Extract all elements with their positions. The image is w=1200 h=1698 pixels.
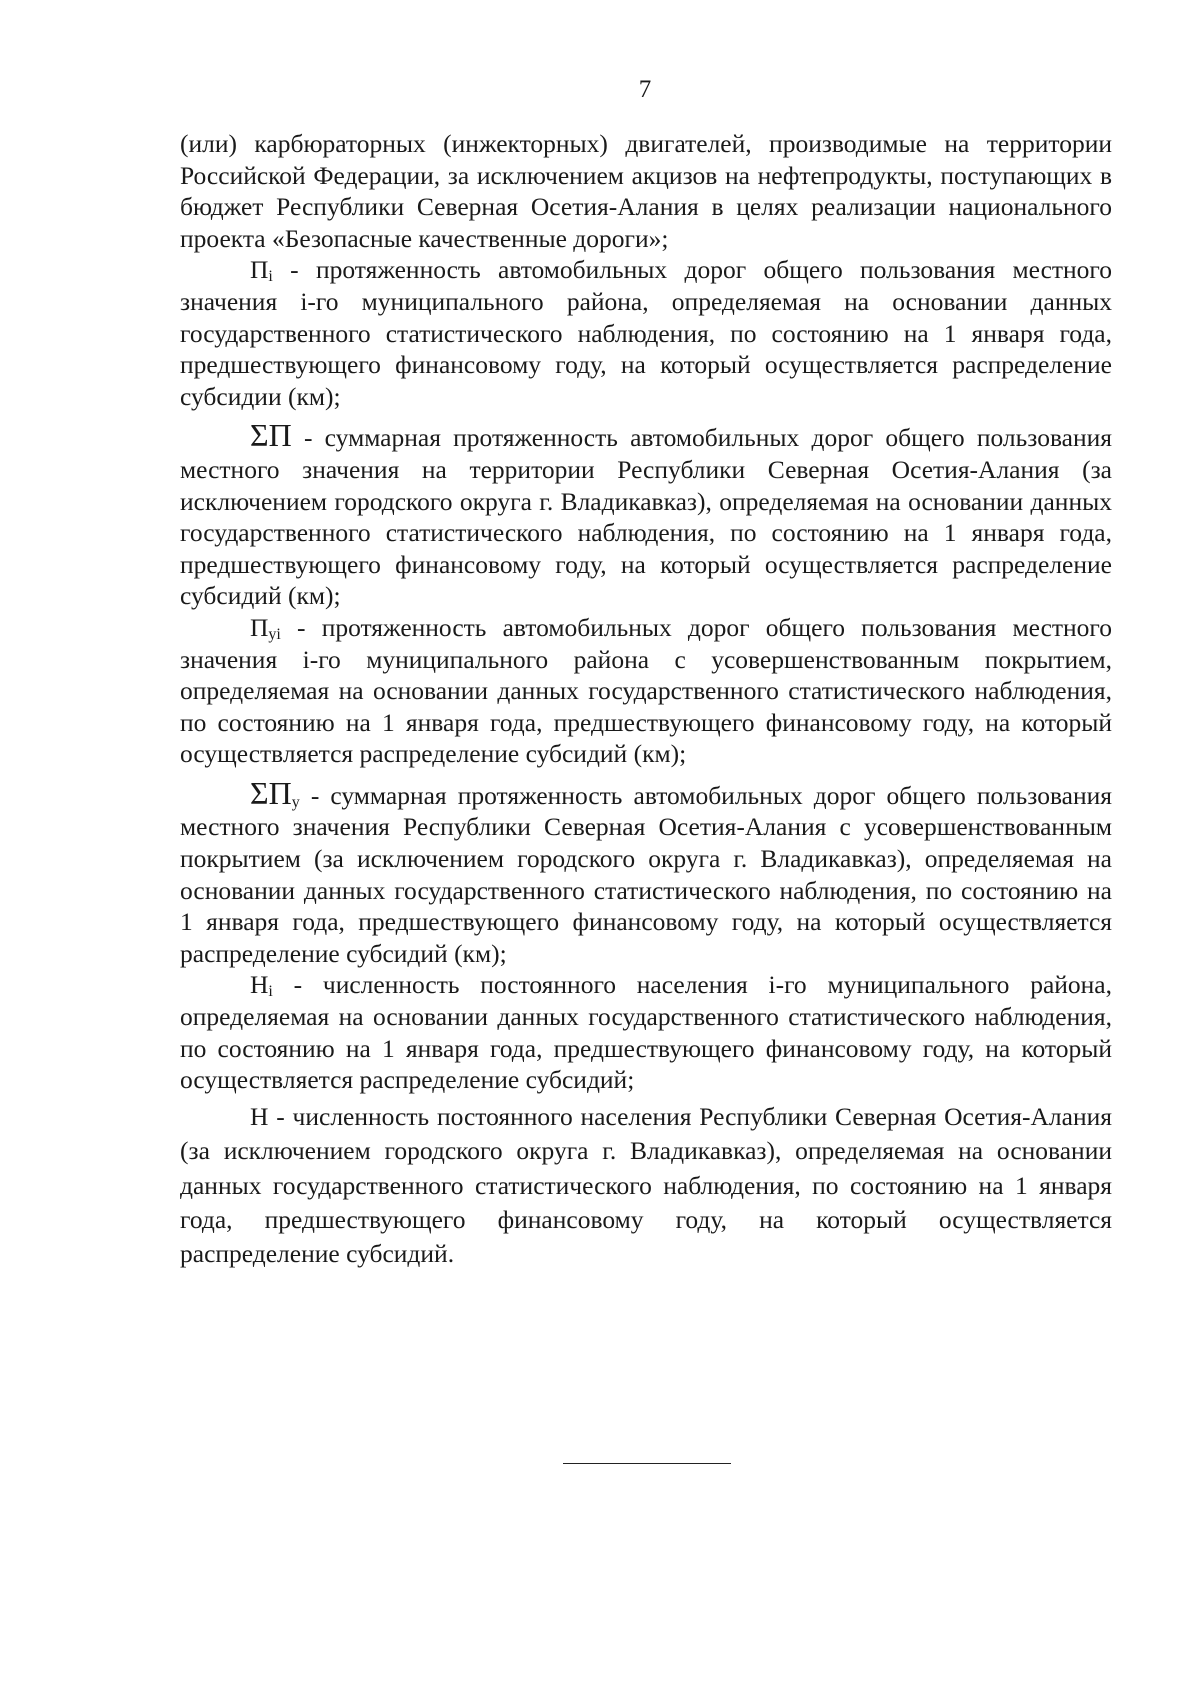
symbol-sum-P: ΣП (250, 774, 292, 811)
definition-text: - протяженность автомобильных дорог общего пользования местного значения i-го муниципального района, определяемая на основании данных государственного статистического наблюдения, по состоянию на 1 января года, предшествующего финансовому году, на который осуществляется распределение субсидии (км); (180, 255, 1112, 411)
page-number: 7 (638, 76, 652, 103)
symbol-sum-P: ΣП (250, 417, 292, 454)
definition-text: - суммарная протяженность автомобильных дорог общего пользования местного значения Республики Северная Осетия-Алания с усовершенствованным покрытием (за исключением городского округа г. Владикавказ), определяемая на основании данных государственного статистического наблюдения, по состоянию на 1 января года, предшествующего финансовому году, на который осуществляется распределение субсидий (км); (180, 780, 1112, 968)
definition-total-road-length (180, 417, 1112, 612)
definition-text: - суммарная протяженность автомобильных дорог общего пользования местного значения на территории Республики Северная Осетия-Алания (за исключением городского округа г. Владикавказ), определяемая на основании данных государственного статистического наблюдения, по состоянию на 1 января года, предшествующего финансовому году, на который осуществляется распределение субсидий (км); (180, 423, 1112, 611)
definition-total-improved-road-length (180, 774, 1112, 970)
symbol-subscript: i (268, 983, 273, 1001)
symbol-N: Н (250, 970, 269, 1000)
paragraph-continuation: (или) карбюраторных (инжекторных) двигателей, производимые на территории Российской Федерации, за исключением акцизов на нефтепродукты, поступающих в бюджет Республики Северная Осетия-Алания в целях реализации национального проекта «Безопасные качественные дороги»; (180, 129, 1112, 253)
document-body (180, 128, 1112, 1272)
symbol-subscript: yi (268, 625, 281, 643)
end-of-text-rule (563, 1463, 731, 1464)
definition-improved-road-length-i (180, 612, 1112, 770)
definition-population-i (180, 969, 1112, 1095)
symbol-P: П (250, 255, 269, 285)
symbol-subscript: i (268, 268, 273, 286)
definition-total-population: Н - численность постоянного населения Республики Северная Осетия-Алания (за исключением городского округа г. Владикавказ), определяемая на основании данных государственного статистического наблюдения, по состоянию на 1 января года, предшествующего финансовому году, на который осуществляется распределение субсидий. (180, 1101, 1112, 1269)
symbol-P: П (250, 612, 269, 642)
definition-road-length-i (180, 254, 1112, 412)
symbol-subscript: y (291, 793, 300, 811)
definition-text: - протяженность автомобильных дорог общего пользования местного значения i-го муниципального района с усовершенствованным покрытием, определяемая на основании данных государственного статистического наблюдения, по состоянию на 1 января года, предшествующего финансовому году, на который осуществляется распределение субсидий (км); (180, 612, 1112, 769)
definition-text: - численность постоянного населения i-го муниципального района, определяемая на основании данных государственного статистического наблюдения, по состоянию на 1 января года, предшествующего финансовому году, на который осуществляется распределение субсидий; (180, 970, 1112, 1095)
